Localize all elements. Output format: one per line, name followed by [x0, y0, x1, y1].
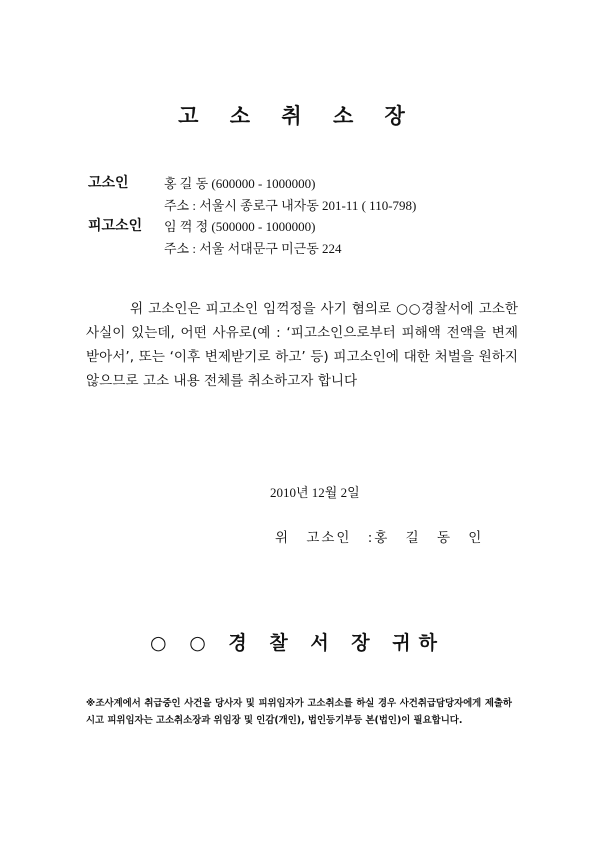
- complainant-label: 고소인: [88, 175, 129, 191]
- recipient-line: ○ ○ 경 찰 서 장 귀하: [150, 632, 445, 654]
- defendant-address-line: 주소 : 서울 서대문구 미근동 224: [164, 241, 342, 256]
- defendant-label: 피고소인: [88, 218, 143, 234]
- footnote: ※조사계에서 취급중인 사건을 당사자 및 피위임자가 고소취소를 하실 경우 사건취급담당자에게 제출하시고 피위임자는 고소취소장과 위임장 및 인감(개인), 법인등기부등 본(법인)이 필요합니다.: [86, 698, 512, 726]
- document-date: 2010년 12월 2일: [270, 485, 360, 500]
- complainant-address-line: 주소 : 서울시 종로구 내자동 201-11 ( 110-798): [164, 198, 417, 213]
- document-title: 고 소 취 소 장: [178, 104, 417, 128]
- complainant-name-line: 홍 길 동 (600000 - 1000000): [164, 176, 316, 191]
- body-paragraph: 위 고소인은 피고소인 임꺽정을 사기 혐의로 ○○경찰서에 고소한 사실이 있는데, 어떤 사유로(예 : ‘피고소인으로부터 피해액 전액을 변제 받아서’, 또는 ‘이후 변제받기로 하고’ 등) 피고소인에 대한 처벌을 원하지 않으므로 고소 내용 전체를 취소하고자 합니다: [86, 301, 518, 389]
- defendant-name-line: 임 꺽 정 (500000 - 1000000): [164, 219, 316, 234]
- signer-line: 위 고소인 :홍 길 동 인: [275, 530, 484, 546]
